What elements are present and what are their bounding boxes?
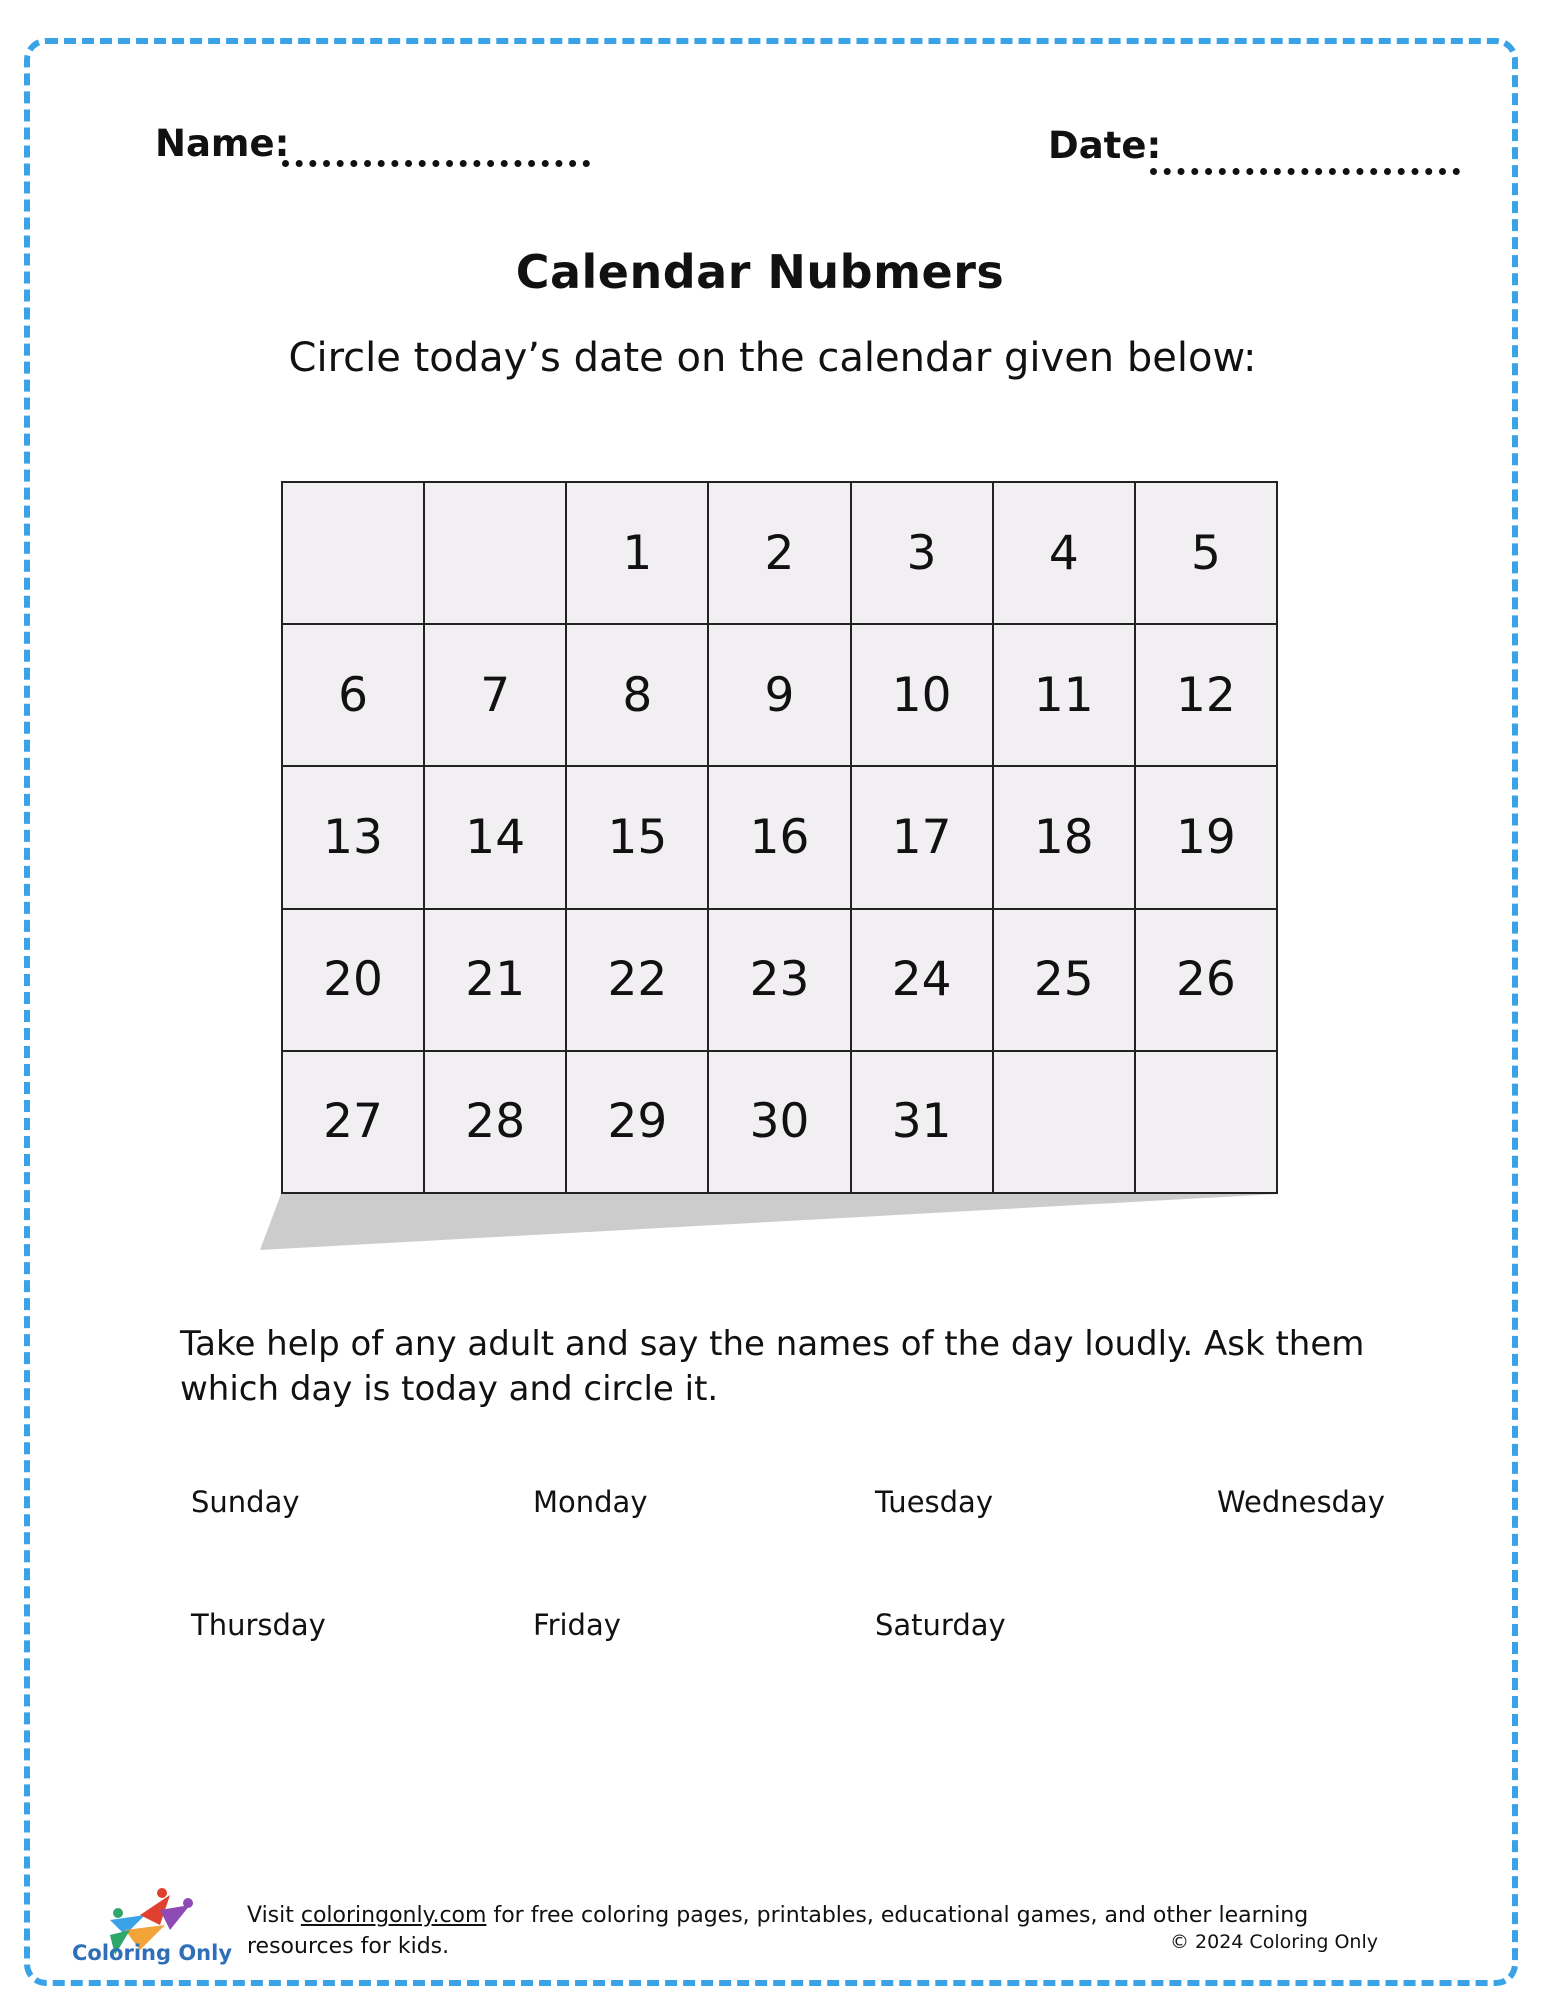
logo-text: Coloring Only <box>72 1941 233 1965</box>
date-label: Date: <box>1048 124 1162 167</box>
calendar-cell-21[interactable]: 21 <box>425 910 567 1052</box>
calendar-cell-13[interactable]: 13 <box>283 767 425 909</box>
calendar-cell-27[interactable]: 27 <box>283 1052 425 1194</box>
calendar-cell-7[interactable]: 7 <box>425 625 567 767</box>
calendar-cell-30[interactable]: 30 <box>709 1052 851 1194</box>
calendar-cell-5[interactable]: 5 <box>1136 483 1278 625</box>
calendar-cell-4[interactable]: 4 <box>994 483 1136 625</box>
calendar-cell-23[interactable]: 23 <box>709 910 851 1052</box>
day-thursday[interactable]: Thursday <box>191 1608 326 1642</box>
day-friday[interactable]: Friday <box>533 1608 621 1642</box>
name-label: Name: <box>155 122 290 165</box>
calendar-cell-9[interactable]: 9 <box>709 625 851 767</box>
worksheet-title: Calendar Nubmers <box>515 245 1005 299</box>
calendar-cell-16[interactable]: 16 <box>709 767 851 909</box>
footer-rest: for free coloring pages, printables, educational games, and other learning resources for kids. <box>247 1903 1309 1959</box>
calendar-cell-empty <box>425 483 567 625</box>
calendar-cell-11[interactable]: 11 <box>994 625 1136 767</box>
calendar-cell-2[interactable]: 2 <box>709 483 851 625</box>
day-monday[interactable]: Monday <box>533 1485 648 1519</box>
calendar-cell-empty <box>1136 1052 1278 1194</box>
calendar-cell-1[interactable]: 1 <box>567 483 709 625</box>
calendar-grid <box>281 481 1278 1194</box>
calendar-cell-12[interactable]: 12 <box>1136 625 1278 767</box>
calendar-cell-6[interactable]: 6 <box>283 625 425 767</box>
calendar-cell-31[interactable]: 31 <box>852 1052 994 1194</box>
day-sunday[interactable]: Sunday <box>191 1485 300 1519</box>
day-saturday[interactable]: Saturday <box>875 1608 1006 1642</box>
calendar-cell-24[interactable]: 24 <box>852 910 994 1052</box>
calendar-cell-18[interactable]: 18 <box>994 767 1136 909</box>
footer-link[interactable]: coloringonly.com <box>300 1903 487 1928</box>
calendar-cell-8[interactable]: 8 <box>567 625 709 767</box>
calendar-cell-25[interactable]: 25 <box>994 910 1136 1052</box>
calendar-cell-empty <box>994 1052 1136 1194</box>
calendar-cell-10[interactable]: 10 <box>852 625 994 767</box>
calendar-cell-empty <box>283 483 425 625</box>
calendar-cell-22[interactable]: 22 <box>567 910 709 1052</box>
footer-visit: Visit <box>247 1903 301 1928</box>
calendar-cell-28[interactable]: 28 <box>425 1052 567 1194</box>
calendar-cell-17[interactable]: 17 <box>852 767 994 909</box>
calendar-cell-15[interactable]: 15 <box>567 767 709 909</box>
calendar-cell-20[interactable]: 20 <box>283 910 425 1052</box>
copyright: © 2024 Coloring Only <box>1170 1931 1378 1953</box>
calendar-cell-19[interactable]: 19 <box>1136 767 1278 909</box>
day-wednesday[interactable]: Wednesday <box>1217 1485 1385 1519</box>
calendar-cell-29[interactable]: 29 <box>567 1052 709 1194</box>
day-tuesday[interactable]: Tuesday <box>875 1485 993 1519</box>
calendar-cell-26[interactable]: 26 <box>1136 910 1278 1052</box>
instruction-text: Take help of any adult and say the names of the day loudly. Ask them which day is today and circle it. <box>180 1324 1365 1409</box>
calendar-cell-3[interactable]: 3 <box>852 483 994 625</box>
worksheet-subtitle: Circle today’s date on the calendar given below: <box>288 335 1257 381</box>
calendar-cell-14[interactable]: 14 <box>425 767 567 909</box>
